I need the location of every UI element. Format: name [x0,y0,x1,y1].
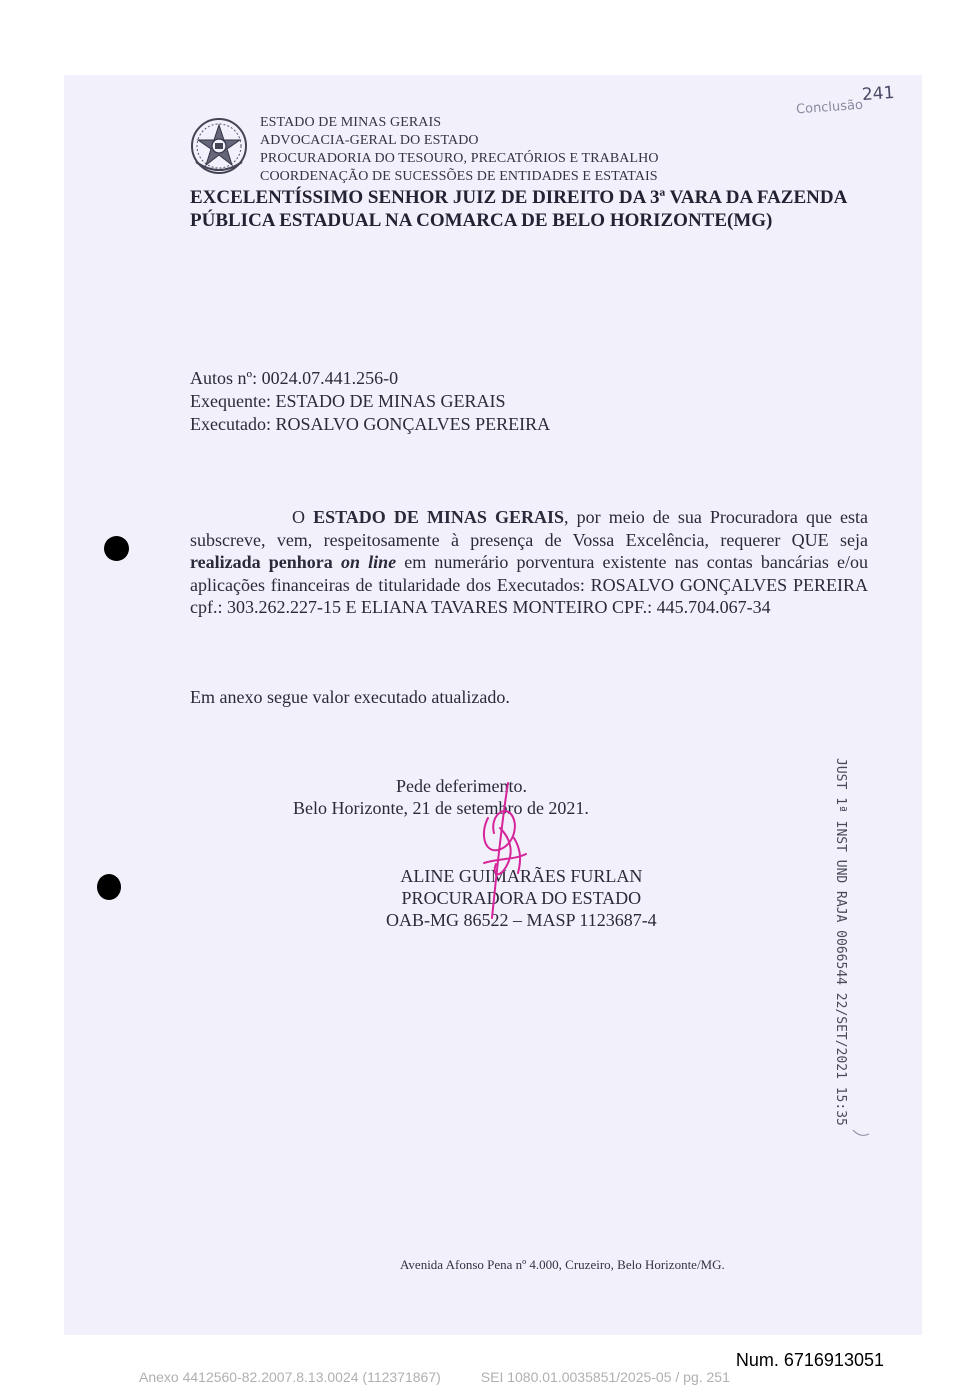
letterhead-line: COORDENAÇÃO DE SUCESSÕES DE ENTIDADES E ESTATAIS [260,169,658,184]
document-reference [139,1369,730,1385]
handwritten-signature [470,778,540,928]
stamp-mark [852,1128,870,1138]
document-number: Num. 6716913051 [735,1350,884,1370]
annex-note: Em anexo segue valor executado atualizado. [190,687,510,707]
addressee-line: PÚBLICA ESTADUAL NA COMARCA DE BELO HORIZONTE(MG) [190,210,773,231]
signer-name: ALINE GUIMARÃES FURLAN [400,866,643,886]
annex-reference: Anexo 4412560-82.2007.8.13.0024 (112371867) [139,1369,441,1385]
punch-hole [104,536,129,561]
addressee [190,186,880,232]
case-number: Autos nº: 0024.07.441.256-0 [190,368,399,388]
letterhead [260,114,659,186]
body-bold-italic-text: on line [340,552,397,572]
body-text: , por meio de sua Procuradora que esta subscreve, vem, respeitosamente à presença de Vossa Excelência, requerer QUE seja [190,507,869,550]
signer-role: PROCURADORA DO ESTADO [401,888,642,908]
case-executado: Executado: ROSALVO GONÇALVES PEREIRA [190,414,551,434]
addressee-line: EXCELENTÍSSIMO SENHOR JUIZ DE DIREITO DA 3ª VARA DA FAZENDA [190,187,848,208]
case-info [190,367,550,436]
body-text: em numerário porventura existente nas contas bancárias e/ou aplicações financeiras de titularidade dos Executados: ROSALVO GONÇALVES PEREIRA cpf.: 303.262.227-15 E ELIANA TAVARES MONTEIRO CPF.: 445.704.067-34 [190,552,869,617]
closing [293,775,589,819]
letterhead-line: ESTADO DE MINAS GERAIS [260,115,442,130]
handwritten-page-number: 241 [861,82,896,106]
handwritten-note: Conclusão [795,97,864,118]
receipt-stamp: JUST 1ª INST UND RAJA 0066544 22/SET/2021 15:35 [833,758,848,1126]
case-exequente: Exequente: ESTADO DE MINAS GERAIS [190,391,506,411]
closing-place-date: Belo Horizonte, 21 de setembro de 2021. [293,798,589,818]
body-paragraph [190,506,868,619]
letterhead-line: PROCURADORIA DO TESOURO, PRECATÓRIOS E TRABALHO [260,151,659,166]
punch-hole [97,874,121,900]
footer-address: Avenida Afonso Pena nº 4.000, Cruzeiro, Belo Horizonte/MG. [400,1257,725,1272]
signer-registration: OAB-MG 86522 – MASP 1123687-4 [386,910,657,930]
sei-reference: SEI 1080.01.0035851/2025-05 / pg. 251 [480,1369,730,1385]
body-bold-text: ESTADO DE MINAS GERAIS [313,507,565,527]
body-text: O [292,507,314,527]
coat-of-arms-icon [190,116,248,176]
closing-request: Pede deferimento. [396,776,527,796]
body-bold-text: realizada penhora [190,552,341,572]
letterhead-line: ADVOCACIA-GERAL DO ESTADO [260,133,479,148]
